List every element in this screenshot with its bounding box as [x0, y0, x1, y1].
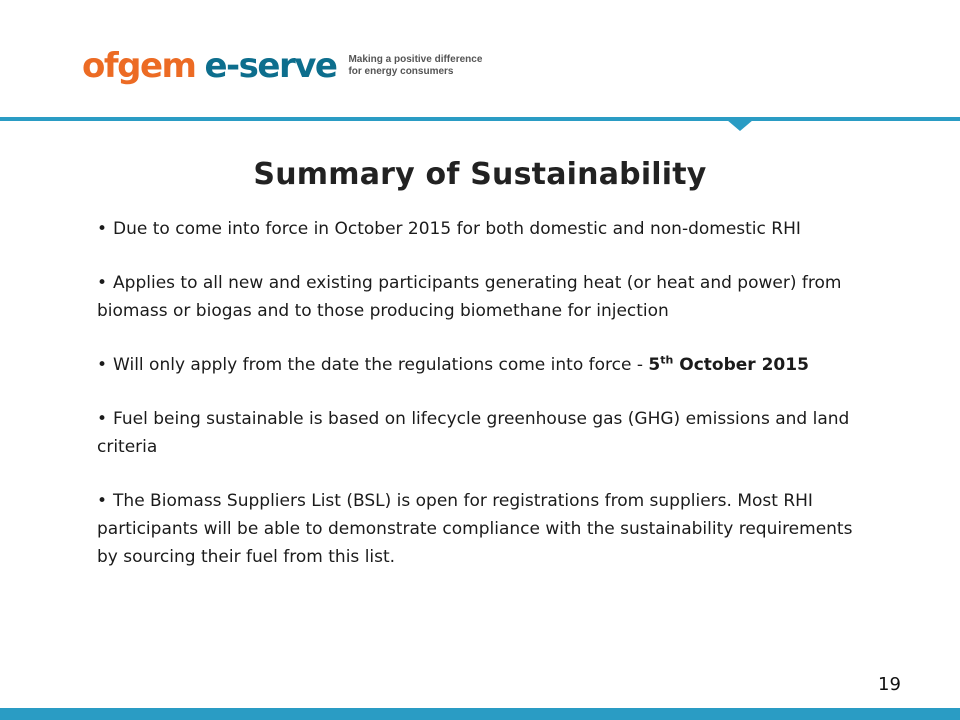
logo-tagline-line2: for energy consumers	[348, 66, 454, 77]
bullet-dot: •	[97, 219, 108, 239]
bullet-date	[648, 355, 809, 375]
bullet-date-suffix: th	[660, 353, 674, 367]
bullet-dot: •	[97, 355, 108, 375]
bullet-dot: •	[97, 273, 108, 293]
logo-tagline-line1: Making a positive difference	[348, 54, 483, 65]
bullet-text: Fuel being sustainable is based on lifecycle greenhouse gas (GHG) emissions and land criteria	[97, 409, 850, 457]
bullet-dot: •	[97, 409, 108, 429]
bullet-date-rest: October 2015	[673, 355, 809, 375]
bullet-text: The Biomass Suppliers List (BSL) is open for registrations from suppliers. Most RHI participants will be able to demonstrate compliance with the sustainability requirements by sourcing their fuel from this list.	[97, 491, 853, 567]
bullet-item	[97, 351, 877, 379]
bullet-text: Applies to all new and existing participants generating heat (or heat and power) from biomass or biogas and to those producing biomethane for injection	[97, 273, 842, 321]
logo-tagline	[348, 54, 482, 78]
header-divider	[0, 117, 960, 121]
bullet-item	[97, 269, 877, 325]
footer-bar	[0, 708, 960, 720]
bullet-date-day: 5	[648, 355, 661, 375]
bullet-item	[97, 405, 877, 461]
bullet-dot: •	[97, 491, 108, 511]
bullet-text: Will only apply from the date the regulations come into force -	[113, 355, 649, 375]
bullet-item	[97, 215, 877, 243]
bullet-text: Due to come into force in October 2015 for both domestic and non-domestic RHI	[113, 219, 801, 239]
logo-eserve-text: e-serve	[204, 46, 337, 86]
logo-ofgem-text: ofgem	[82, 46, 196, 86]
slide-title: Summary of Sustainability	[253, 157, 707, 192]
header-notch-arrow	[727, 120, 753, 131]
slide-header	[0, 0, 960, 122]
ofgem-eserve-logo	[82, 44, 482, 88]
bullet-list	[97, 215, 877, 571]
page-number: 19	[878, 674, 901, 695]
bullet-item	[97, 487, 877, 571]
